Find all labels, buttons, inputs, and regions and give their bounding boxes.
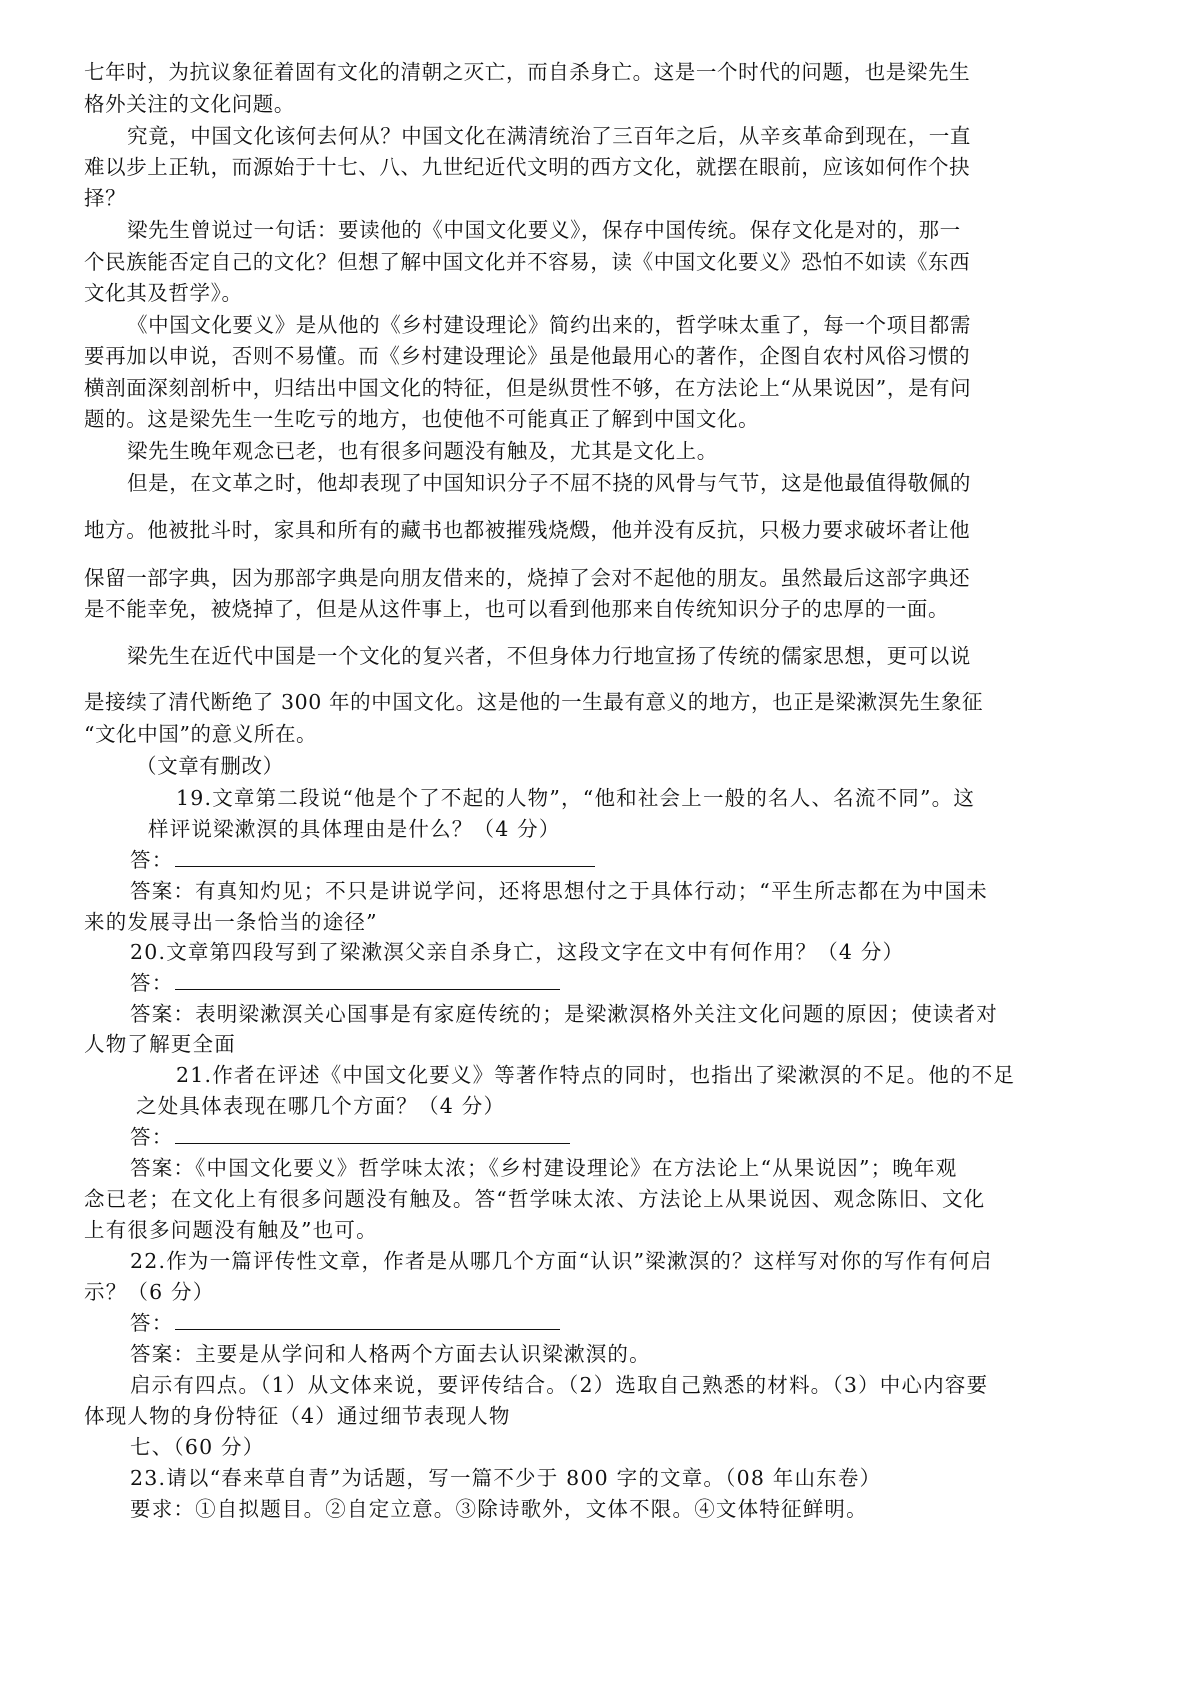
question-20: 20.文章第四段写到了梁漱溟父亲自杀身亡，这段文字在文中有何作用？（4 分） [130, 940, 905, 964]
answer-20: 答案：表明梁漱溟关心国事是有家庭传统的；是梁漱溟格外关注文化问题的原因；使读者对 [130, 1002, 998, 1026]
text-line: 择？ [84, 186, 127, 210]
text-line: 要再加以申说，否则不易懂。而《乡村建设理论》虽是他最用心的著作，企图自农村风俗习惯的 [84, 344, 971, 368]
answer-blank[interactable] [175, 1125, 570, 1144]
text-line: （文章有删改） [136, 754, 284, 778]
answer-prompt-22: 答： [130, 1308, 560, 1338]
text-line: 但是，在文革之时，他却表现了中国知识分子不屈不挠的风骨与气节，这是他最值得敬佩的 [127, 471, 971, 495]
question-23: 23.请以“春来草自青”为话题，写一篇不少于 800 字的文章。（08 年山东卷） [130, 1466, 882, 1490]
text-line: 《中国文化要义》是从他的《乡村建设理论》简约出来的，哲学味太重了，每一个项目都需 [127, 313, 971, 337]
answer-21: 答案：《中国文化要义》哲学味太浓；《乡村建设理论》在方法论上“从果说因”；晚年观 [130, 1156, 958, 1180]
answer-22: 答案：主要是从学问和人格两个方面去认识梁漱溟的。 [130, 1342, 651, 1366]
text-line: 是接续了清代断绝了 300 年的中国文化。这是他的一生最有意义的地方，也正是梁漱溟先生象征 [84, 690, 984, 714]
text-line: 梁先生在近代中国是一个文化的复兴者，不但身体力行地宣扬了传统的儒家思想，更可以说 [127, 644, 971, 668]
text-line: 样评说梁漱溟的具体理由是什么？（4 分） [148, 817, 561, 841]
answer-blank[interactable] [175, 1311, 560, 1330]
question-19: 19.文章第二段说“他是个了不起的人物”，“他和社会上一般的名人、名流不同”。这 [176, 786, 976, 810]
text-line: 念已老；在文化上有很多问题没有触及。答“哲学味太浓、方法论上从果说因、观念陈旧、文化 [84, 1187, 986, 1211]
answer-19: 答案：有真知灼见；不只是讲说学问，还将思想付之于具体行动；“平生所志都在为中国未 [130, 879, 988, 903]
answer-prompt-19: 答： [130, 845, 595, 875]
text-line: “文化中国”的意义所在。 [84, 722, 318, 746]
text-line: 难以步上正轨，而源始于十七、八、九世纪近代文明的西方文化，就摆在眼前，应该如何作个抉 [84, 155, 971, 179]
text-line: 横剖面深刻剖析中，归结出中国文化的特征，但是纵贯性不够，在方法论上“从果说因”，是有问 [84, 376, 972, 400]
answer-prompt-21: 答： [130, 1122, 570, 1152]
text-line: 梁先生晚年观念已老，也有很多问题没有触及，尤其是文化上。 [127, 439, 718, 463]
text-line: 文化其及哲学》。 [84, 281, 243, 305]
question-21: 21.作者在评述《中国文化要义》等著作特点的同时，也指出了梁漱溟的不足。他的不足 [176, 1063, 1016, 1087]
text-line: 示？（6 分） [84, 1280, 215, 1304]
question-22: 22.作为一篇评传性文章，作者是从哪几个方面“认识”梁漱溟的？这样写对你的写作有何启 [130, 1249, 993, 1273]
text-line: 之处具体表现在哪几个方面？（4 分） [136, 1094, 506, 1118]
text-line: 人物了解更全面 [84, 1032, 236, 1056]
requirements: 要求：①自拟题目。②自定立意。③除诗歌外，文体不限。④文体特征鲜明。 [130, 1497, 868, 1521]
section-heading: 七、（60 分） [130, 1435, 265, 1459]
text-line: 究竟，中国文化该何去何从？中国文化在满清统治了三百年之后，从辛亥革命到现在，一直 [127, 124, 971, 148]
text-line: 七年时，为抗议象征着固有文化的清朝之灭亡，而自杀身亡。这是一个时代的问题，也是梁先生 [84, 60, 971, 84]
text-line: 个民族能否定自己的文化？但想了解中国文化并不容易，读《中国文化要义》恐怕不如读《东西 [84, 250, 971, 274]
text-line: 来的发展寻出一条恰当的途径” [84, 910, 378, 934]
answer-blank[interactable] [175, 848, 595, 867]
text-line: 体现人物的身份特征（4）通过细节表现人物 [84, 1404, 511, 1428]
text-line: 保留一部字典，因为那部字典是向朋友借来的，烧掉了会对不起他的朋友。虽然最后这部字典还 [84, 566, 971, 590]
text-line: 梁先生曾说过一句话：要读他的《中国文化要义》，保存中国传统。保存文化是对的，那一 [127, 218, 961, 242]
text-line: 是不能幸免，被烧掉了，但是从这件事上，也可以看到他那来自传统知识分子的忠厚的一面。 [84, 597, 950, 621]
answer-blank[interactable] [175, 971, 560, 990]
text-line: 题的。这是梁先生一生吃亏的地方，也使他不可能真正了解到中国文化。 [84, 407, 760, 431]
text-line: 格外关注的文化问题。 [84, 92, 295, 116]
text-line: 上有很多问题没有触及”也可。 [84, 1218, 378, 1242]
text-line: 启示有四点。（1）从文体来说，要评传结合。（2）选取自己熟悉的材料。（3）中心内容要 [130, 1373, 989, 1397]
text-line: 地方。他被批斗时，家具和所有的藏书也都被摧残烧燬，他并没有反抗，只极力要求破坏者让他 [84, 518, 971, 542]
answer-prompt-20: 答： [130, 968, 560, 998]
